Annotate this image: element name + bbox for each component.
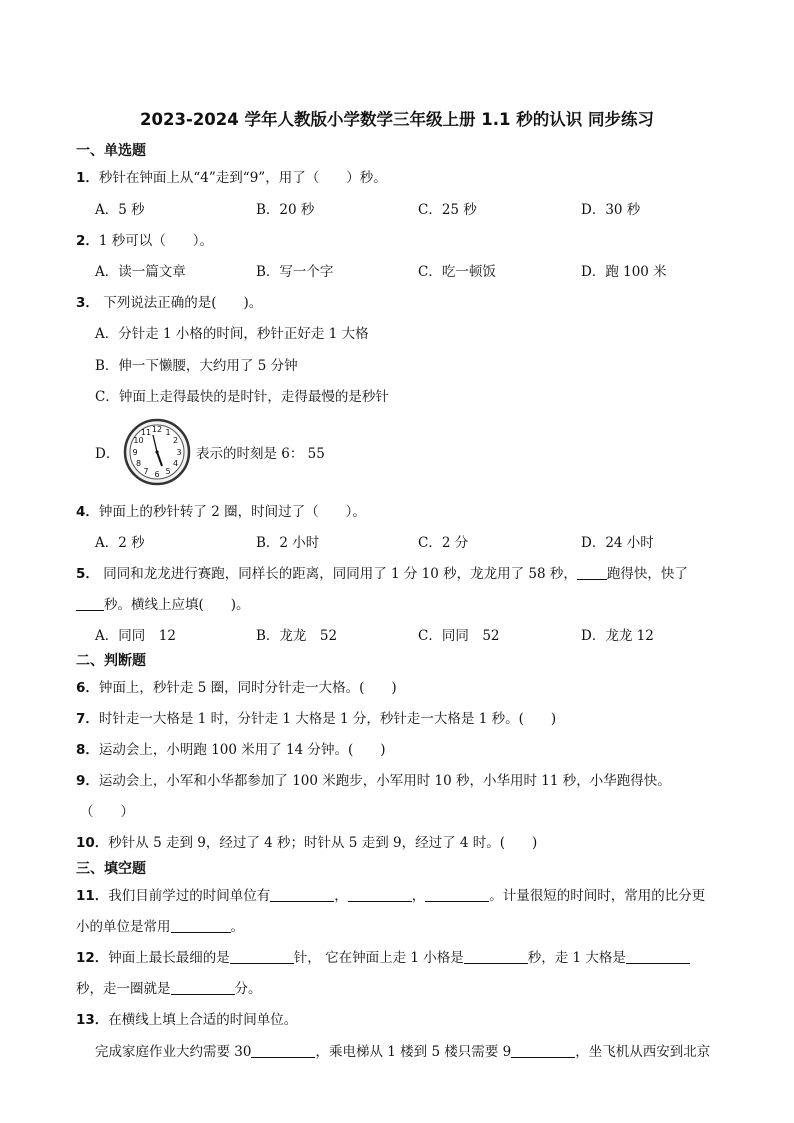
q4-option-a[interactable]: A．2 秒	[95, 535, 145, 551]
question-8	[76, 738, 386, 758]
q3-option-a[interactable]: A．分针走 1 小格的时间，秒针正好走 1 大格	[95, 326, 369, 342]
question-number: 6．	[76, 680, 99, 696]
question-number: 8．	[76, 742, 99, 758]
q2-option-b[interactable]: B．写一个字	[256, 264, 334, 280]
blank-line[interactable]	[230, 949, 294, 964]
question-text: 。计量很短的时间时，常用的比分更	[489, 888, 706, 904]
page-title: 2023-2024 学年人教版小学数学三年级上册 1.1 秒的认识 同步练习	[140, 110, 654, 129]
question-text: 针， 它在钟面上走 1 小格是	[293, 950, 464, 966]
q5-option-b[interactable]: B．龙龙 52	[256, 628, 338, 644]
question-3	[76, 291, 262, 311]
question-text: 秒，走 1 大格是	[527, 950, 626, 966]
question-number: 12．	[76, 950, 109, 966]
question-text: 秒针从 5 走到 9，经过了 4 秒；时针从 5 走到 9，经过了 4 时。( )	[108, 835, 538, 851]
q4-option-d[interactable]: D．24 小时	[581, 535, 654, 551]
question-12-line-2	[76, 977, 262, 997]
q3-option-c[interactable]: C．钟面上走得最快的是时针，走得最慢的是秒针	[95, 389, 389, 405]
question-text: 秒针在钟面上从“4”走到“9”，用了（ ）秒。	[98, 170, 387, 186]
question-10	[76, 831, 537, 851]
question-text: 完成家庭作业大约需要 30	[95, 1044, 252, 1060]
blank-line[interactable]	[171, 980, 235, 995]
question-number: 1．	[76, 170, 99, 186]
question-number: 11．	[76, 888, 109, 904]
question-number: 3．	[76, 295, 99, 311]
q3-option-b[interactable]: B．伸一下懒腰，大约用了 5 分钟	[95, 358, 298, 374]
question-text: 。	[230, 919, 244, 935]
blank-line[interactable]	[511, 1043, 575, 1058]
clock-number-4: 4	[172, 459, 179, 468]
q5-option-c[interactable]: C．同同 52	[418, 628, 500, 644]
clock-number-10: 10	[133, 436, 144, 445]
question-9	[76, 769, 671, 789]
question-11	[76, 884, 705, 904]
clock-number-7: 7	[143, 467, 149, 476]
question-text: 秒，走一圈就是	[76, 981, 171, 997]
question-text: 下列说法正确的是( )。	[98, 295, 263, 311]
q3-option-d[interactable]: D．	[95, 446, 120, 462]
question-text: ，坐飞机从西安到北京	[575, 1044, 711, 1060]
clock-number-8: 8	[135, 459, 142, 468]
blank-line[interactable]	[270, 887, 334, 902]
question-text: 秒。横线上应填( )。	[104, 597, 250, 613]
question-7	[76, 707, 556, 727]
question-1	[76, 166, 387, 186]
question-text: 我们目前学过的时间单位有	[108, 888, 271, 904]
q5-option-a[interactable]: A．同同 12	[95, 628, 176, 644]
blank-line[interactable]	[577, 565, 607, 580]
clock-number-5: 5	[165, 467, 171, 476]
question-4	[76, 500, 366, 520]
question-number: 10．	[76, 835, 109, 851]
question-text: 运动会上，小军和小华都参加了 100 米跑步，小军用时 10 秒，小华用时 11 秒，小华跑得快。	[98, 773, 671, 789]
question-text: 1 秒可以（ ）。	[98, 233, 214, 249]
q2-option-c[interactable]: C．吃一顿饭	[418, 264, 496, 280]
question-text: 钟面上最长最细的是	[108, 950, 230, 966]
question-11-line-2	[76, 915, 244, 935]
clock-number-9: 9	[132, 448, 138, 457]
question-number: 13．	[76, 1012, 109, 1028]
section-single-choice: 一、单选题	[76, 143, 146, 159]
question-5-line-2	[76, 593, 250, 613]
section-true-false: 二、判断题	[76, 653, 146, 669]
q1-option-c[interactable]: C．25 秒	[418, 202, 477, 218]
question-text: 在横线上填上合适的时间单位。	[108, 1012, 298, 1028]
question-2	[76, 229, 213, 249]
q3-option-d-text: 表示的时刻是 6： 55	[196, 446, 325, 462]
question-12	[76, 946, 690, 966]
q2-option-d[interactable]: D．跑 100 米	[581, 264, 667, 280]
clock-number-1: 1	[165, 428, 171, 437]
question-text: 小的单位是常用	[76, 919, 171, 935]
blank-line[interactable]	[348, 887, 412, 902]
question-text: 钟面上的秒针转了 2 圈，时间过了（ ）。	[98, 504, 366, 520]
clock-number-2: 2	[172, 436, 179, 445]
q5-option-d[interactable]: D．龙龙 12	[581, 628, 654, 644]
blank-line[interactable]	[626, 949, 690, 964]
question-text: ，乘电梯从 1 楼到 5 楼只需要 9	[315, 1044, 512, 1060]
question-9-line-2: （ ）	[80, 804, 134, 820]
blank-line[interactable]	[425, 887, 489, 902]
q1-option-d[interactable]: D．30 秒	[581, 202, 641, 218]
clock-icon	[118, 418, 196, 486]
q4-option-c[interactable]: C．2 分	[418, 535, 469, 551]
blank-line[interactable]	[171, 918, 231, 933]
question-number: 5．	[76, 566, 99, 582]
question-text: 时针走一大格是 1 时，分针走 1 大格是 1 分，秒针走一大格是 1 秒。( )	[98, 711, 557, 727]
question-text: 分。	[234, 981, 262, 997]
question-text: 钟面上，秒针走 5 圈，同时分针走一大格。( )	[98, 680, 397, 696]
question-text: 运动会上，小明跑 100 米用了 14 分钟。( )	[98, 742, 386, 758]
blank-line[interactable]	[251, 1043, 315, 1058]
blank-line[interactable]	[76, 596, 104, 611]
q2-option-a[interactable]: A．读一篇文章	[95, 264, 186, 280]
question-text: 同同和龙龙进行赛跑，同样长的距离，同同用了 1 分 10 秒，龙龙用了 58 秒，	[98, 566, 577, 582]
clock-number-11: 11	[140, 428, 152, 437]
question-number: 7．	[76, 711, 99, 727]
clock-number-6: 6	[154, 470, 160, 479]
question-13-line-2	[95, 1040, 710, 1060]
q1-option-a[interactable]: A．5 秒	[95, 202, 145, 218]
question-number: 2．	[76, 233, 99, 249]
clock-number-12: 12	[151, 425, 163, 434]
question-13	[76, 1008, 297, 1028]
blank-line[interactable]	[464, 949, 528, 964]
question-number: 9．	[76, 773, 99, 789]
q4-option-b[interactable]: B．2 小时	[256, 535, 320, 551]
question-6	[76, 676, 397, 696]
question-number: 4．	[76, 504, 99, 520]
clock-number-3: 3	[176, 448, 182, 457]
separator: ，	[411, 888, 426, 904]
question-text: 跑得快，快了	[606, 566, 688, 582]
q1-option-b[interactable]: B．20 秒	[256, 202, 315, 218]
section-fill-blank: 三、填空题	[76, 861, 146, 877]
separator: ，	[334, 888, 348, 904]
question-5	[76, 562, 688, 582]
